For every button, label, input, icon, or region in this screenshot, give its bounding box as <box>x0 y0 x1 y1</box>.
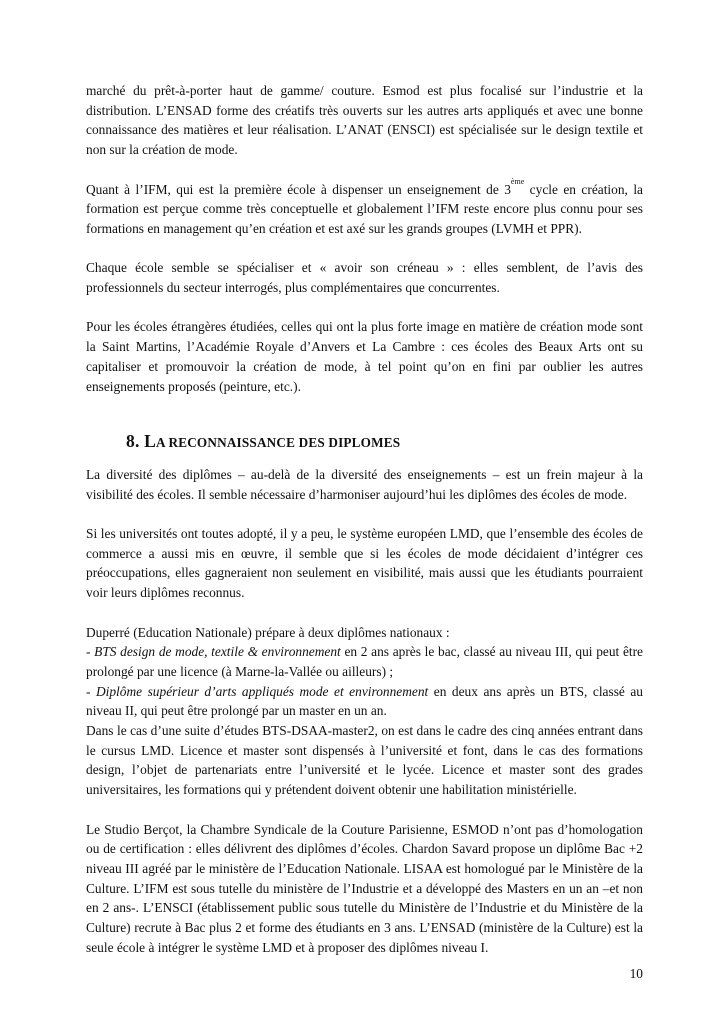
paragraph-2 <box>86 177 643 239</box>
body-text <box>86 81 643 977</box>
list-item-bts-prefix: - <box>86 644 95 660</box>
list-item-dsaa <box>86 682 643 721</box>
paragraph-2-text-b: cycle en création, la formation est perçue comme très conceptuelle et globalement l’IFM reste encore plus connu pour ses formations en management qu’en création et est axé sur les grands groupes (LVMH et PPR). <box>86 181 643 236</box>
paragraph-5: La diversité des diplômes – au-delà de la diversité des enseignements – est un frein majeur à la visibilité des écoles. Il semble nécessaire d’harmoniser aujourd’hui les diplômes des écoles de mode. <box>86 466 643 502</box>
paragraph-3: Chaque école semble se spécialiser et « avoir son créneau » : elles semblent, de l’avis des professionnels du secteur interrogés, plus complémentaires que concurrentes. <box>86 260 643 295</box>
paragraph-1: marché du prêt-à-porter haut de gamme/ couture. Esmod est plus focalisé sur l’industrie et la distribution. L’ENSAD forme des créatifs très ouverts sur les autres arts appliqués et avec une bonne connaissance des matières et leur réalisation. L’ANAT (ENSCI) est spécialisée sur le design textile et non sur la création de mode. <box>86 83 643 158</box>
heading-rest: A RECONNAISSANCE DES DIPLOMES <box>155 435 401 451</box>
paragraph-4: Pour les écoles étrangères étudiées, celles qui ont la plus forte image en matière de création mode sont la Saint Martins, l’Académie Royale d’Anvers et La Cambre : ces écoles des Beaux Arts ont su capitaliser et promouvoir la création de mode, à tel point qu’on en fini par oublier les autres enseignements proposés (peinture, etc.). <box>86 319 643 394</box>
list-item-bts-title: BTS design de mode, textile & environnement <box>94 644 341 660</box>
section-heading <box>126 432 643 453</box>
paragraph-2-text-a: Quant à l’IFM, qui est la première école à dispenser un enseignement de 3 <box>86 181 511 197</box>
superscript-eme: ème <box>510 177 525 187</box>
paragraph-7-intro: Duperré (Education Nationale) prépare à deux diplômes nationaux : <box>86 624 450 640</box>
list-item-dsaa-text: en deux ans après un BTS, classé au niveau II, qui peut être prolongé par un master en un an. <box>86 683 643 719</box>
list-item-bts-text: en 2 ans après le bac, classé au niveau III, qui peut être prolongé par une licence (à Marne-la-Vallée ou ailleurs) ; <box>86 644 644 679</box>
list-item-dsaa-title: Diplôme supérieur d’arts appliqués mode et environnement <box>95 683 429 699</box>
paragraph-8: Le Studio Berçot, la Chambre Syndicale de la Couture Parisienne, ESMOD n’ont pas d’homologation ou de certification : elles délivrent des diplômes d’écoles. Chardon Savard propose un diplôme Bac +2 niveau III agréé par le ministère de l’Education Nationale. LISAA est homologué par le Ministère de la Culture. L’IFM est sous tutelle du ministère de l’Industrie et a développé des Masters en un an –et non en 2 ans-. L’ENSCI (établissement public sous tutelle du Ministère de l’Industrie et du Ministère de la Culture) recrute à Bac plus 2 et forme des étudiants en 3 ans. L’ENSAD (ministère de la Culture) est la seule école à intégrer le système LMD et à proposer des diplômes niveau I. <box>86 821 643 955</box>
list-item-dsaa-prefix: - <box>86 683 96 699</box>
page-number: 10 <box>629 966 643 981</box>
heading-number: 8. <box>126 431 145 452</box>
list-item-bts <box>86 642 643 681</box>
paragraph-6: Si les universités ont toutes adopté, il y a peu, le système européen LMD, que l’ensemble des écoles de commerce a aussi mis en œuvre, il semble que si les écoles de mode décidaient d’intégrer ces préoccupations, elles gagneraient non seulement en visibilité, mais aussi que les étudiants pourraient voir leurs diplômes reconnus. <box>86 526 643 601</box>
heading-first-letter: L <box>144 431 156 452</box>
paragraph-7-continuation: Dans le cas d’une suite d’études BTS-DSAA-master2, on est dans le cadre des cinq années entrant dans le cursus LMD. Licence et master sont dispensés à l’université et font, dans le cas des formations design, l’objet de partenariats entre l’université et le lycée. Licence et master sont des grades universitaires, les formations qui y prétendent doivent obtenir une habilitation ministérielle. <box>86 723 643 798</box>
